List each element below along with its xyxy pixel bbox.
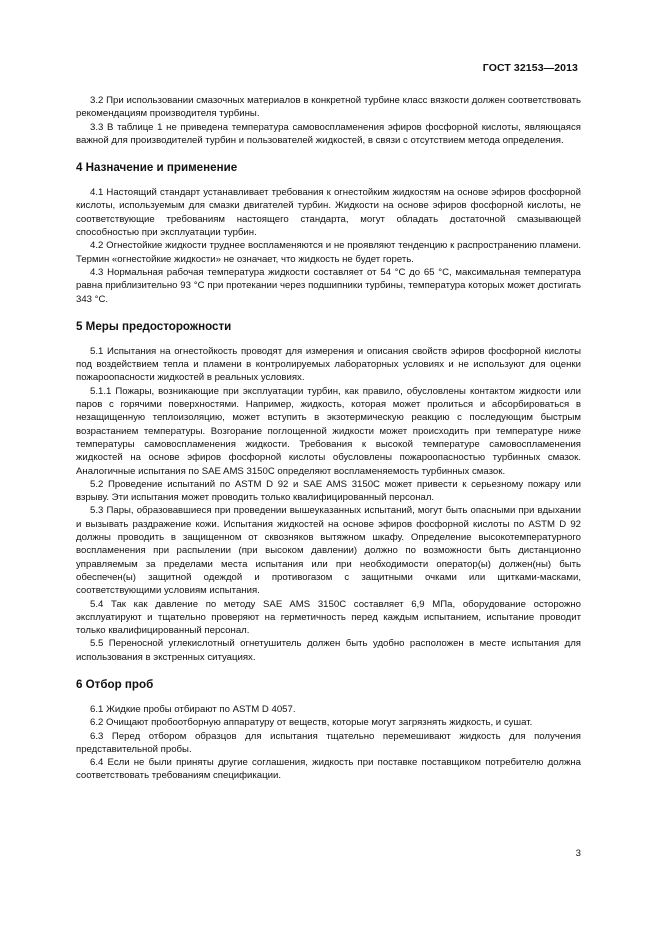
paragraph: 5.4 Так как давление по методу SAE AMS 3150C составляет 6,9 МПа, оборудование осторожно эксплуатируют и тщательно проверяют на герметичность перед каждым испытанием, испытание проводит только квалифицированный персонал.	[76, 598, 581, 637]
document-body	[76, 94, 581, 783]
paragraph: 5.1.1 Пожары, возникающие при эксплуатации турбин, как правило, обусловлены контактом жидкости или паров с горячими поверхностями. Например, жидкость, которая может пролиться и абсорбироваться в незащищенную теплоизоляцию, может вступить в экзотермическую реакцию с последующим быстрым возрастанием температуры. Возгорание поглощенной жидкости может происходить при температуре ниже температуры самовоспламенения жидкости. Требования к высокой температуре самовоспламенения жидкостей на основе эфиров фосфорной кислоты обусловлены пожароопасностью турбинных смазок. Аналогичные испытания по SAE AMS 3150C определяют воспламеняемость турбинных смазок.	[76, 385, 581, 477]
paragraph-3-2: 3.2 При использовании смазочных материалов в конкретной турбине класс вязкости должен соответствовать рекомендациям производителя турбины.	[76, 95, 581, 120]
section-5	[76, 320, 581, 664]
paragraph: 6.4 Если не были приняты другие соглашения, жидкость при поставке поставщиком потребителю должна соответствовать требованиям спецификации.	[76, 757, 581, 782]
paragraph: 6.1 Жидкие пробы отбирают по ASTM D 4057.	[90, 703, 296, 715]
paragraph: 6.3 Перед отбором образцов для испытания тщательно перемешивают жидкость для получения представительной пробы.	[76, 730, 581, 755]
section-6	[76, 678, 581, 783]
paragraph: 4.2 Огнестойкие жидкости труднее воспламеняются и не проявляют тенденцию к распространению пламени. Термин «огнестойкие жидкости» не означает, что жидкость не будет гореть.	[76, 240, 581, 265]
paragraph: 5.1 Испытания на огнестойкость проводят для измерения и описания свойств эфиров фосфорной кислоты под воздействием тепла и пламени в контролируемых лабораторных условиях и не используют для оценки пожароопасности жидкостей в реальных условиях.	[76, 345, 581, 384]
paragraph: 5.2 Проведение испытаний по ASTM D 92 и SAE AMS 3150C может привести к серьезному пожару или взрыву. Эти испытания может проводить только квалифицированный персонал.	[76, 478, 581, 504]
section-title: 4 Назначение и применение	[76, 161, 238, 175]
paragraph: 4.1 Настоящий стандарт устанавливает требования к огнестойким жидкостям на основе эфиров фосфорной кислоты, используемым для смазки двигателей турбин. Жидкости на основе эфиров фосфорной кислоты, не соответствующие требованиям настоящего стандарта, могут обладать достаточной смазывающей способностью при эксплуатации турбин.	[76, 187, 581, 239]
section-4	[76, 161, 581, 306]
doc-code-header: ГОСТ 32153—2013	[482, 62, 578, 74]
paragraph: 6.2 Очищают пробоотборную аппаратуру от веществ, которые могут загрязнять жидкость, и сушат.	[90, 717, 533, 729]
section-title: 6 Отбор проб	[76, 677, 154, 691]
paragraph-3-3: 3.3 В таблице 1 не приведена температура самовоспламенения эфиров фосфорной кислоты, являющаяся важной для производителей турбин и пользователей жидкостей, в связи с отсутствием метода определения.	[76, 121, 581, 146]
paragraph: 5.5 Переносной углекислотный огнетушитель должен быть удобно расположен в месте испытания для использования в экстренных ситуациях.	[76, 638, 581, 663]
section-title: 5 Меры предосторожности	[76, 319, 232, 333]
paragraph: 5.3 Пары, образовавшиеся при проведении вышеуказанных испытаний, могут быть опасными при вдыхании и вызывать раздражение кожи. Испытания жидкостей на основе эфиров фосфорной кислоты по ASTM D 92 должны проводить в защищенном от сквозняков вытяжном шкафу. Определение высокотемпературного воспламенения при распылении (при высоком давлении) должно по возможности быть дистанционно управляемым за пределами места испытания или при необходимости оператор(ы) должен(ны) быть обеспечен(ы) защитной одеждой и противогазом с защитными очками или щитками-масками, соответствующими условиям испытания.	[76, 505, 581, 597]
page-number: 3	[575, 848, 581, 859]
intro-block	[76, 94, 581, 147]
paragraph: 4.3 Нормальная рабочая температура жидкости составляет от 54 °С до 65 °С, максимальная температура равна приблизительно 93 °С при протекании через подшипники турбины, температура которых может достигать 343 °С.	[76, 266, 581, 305]
